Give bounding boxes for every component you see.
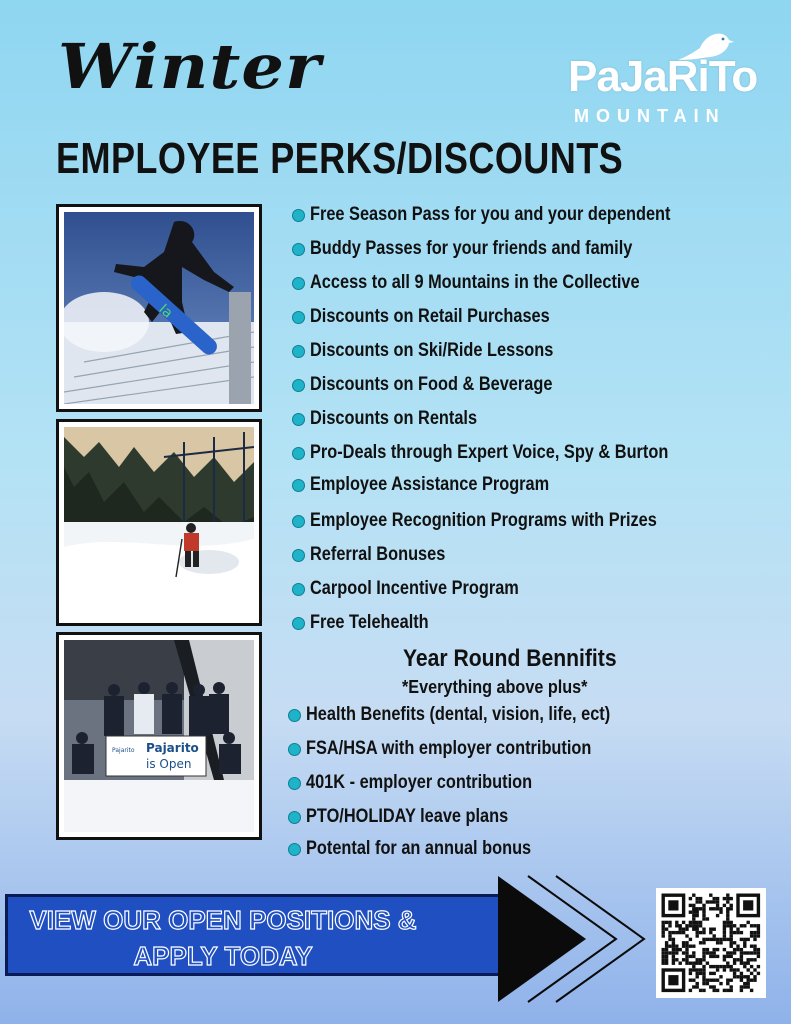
year-round-title: Year Round Bennifits — [403, 645, 617, 672]
list-item: PTO/HOLIDAY leave plans — [288, 806, 541, 828]
bullet-icon — [292, 311, 305, 324]
group-image — [64, 640, 254, 832]
bullet-icon — [292, 479, 305, 492]
arrow-icon — [496, 874, 648, 1004]
logo-subtitle: MOUNTAIN — [574, 106, 726, 126]
svg-text:Pajarito: Pajarito — [146, 741, 199, 755]
bullet-icon — [292, 277, 305, 290]
list-item: FSA/HSA with employer contribution — [288, 738, 638, 760]
bullet-icon — [288, 777, 301, 790]
list-item: Carpool Incentive Program — [292, 578, 553, 600]
pajarito-logo — [566, 30, 766, 130]
list-item: Free Telehealth — [292, 612, 448, 634]
list-item: Access to all 9 Mountains in the Collective — [292, 272, 693, 294]
bullet-icon — [288, 811, 301, 824]
photo-snowboarder — [56, 204, 262, 412]
cta-text-block — [8, 897, 438, 973]
list-item: Discounts on Food & Beverage — [292, 374, 592, 396]
bullet-icon — [288, 743, 301, 756]
bullet-icon — [292, 209, 305, 222]
qr-code-image — [656, 888, 766, 998]
year-round-subtitle: *Everything above plus* — [402, 677, 588, 697]
bullet-icon — [292, 345, 305, 358]
list-item: Employee Assistance Program — [292, 474, 588, 496]
bullet-icon — [292, 413, 305, 426]
bullet-icon — [292, 515, 305, 528]
list-item: Discounts on Retail Purchases — [292, 306, 589, 328]
qr-code[interactable] — [656, 888, 766, 998]
bullet-icon — [288, 843, 301, 856]
cta-line-2: APPLY TODAY — [133, 941, 313, 971]
apply-button[interactable] — [5, 894, 505, 976]
bullet-icon — [292, 243, 305, 256]
list-item: Discounts on Ski/Ride Lessons — [292, 340, 593, 362]
list-item: Discounts on Rentals — [292, 408, 504, 430]
bullet-icon — [292, 549, 305, 562]
list-item: Potental for an annual bonus — [288, 838, 568, 860]
title-winter: Winter — [58, 30, 322, 103]
bullet-icon — [292, 583, 305, 596]
bullet-icon — [292, 447, 305, 460]
page-title: EMPLOYEE PERKS/DISCOUNTS — [56, 134, 624, 183]
photo-skier — [56, 419, 262, 626]
bullet-icon — [288, 709, 301, 722]
svg-text:is Open: is Open — [146, 757, 192, 771]
list-item: Buddy Passes for your friends and family — [292, 238, 685, 260]
bullet-icon — [292, 379, 305, 392]
svg-text:Ia: Ia — [155, 301, 176, 322]
list-item: 401K - employer contribution — [288, 772, 569, 794]
cta-line-1: VIEW OUR OPEN POSITIONS & — [29, 905, 417, 935]
list-item: Health Benefits (dental, vision, life, ect) — [288, 704, 660, 726]
list-item: Employee Recognition Programs with Prizes — [292, 510, 713, 532]
list-item: Referral Bonuses — [292, 544, 467, 566]
list-item: Free Season Pass for you and your dependent — [292, 204, 729, 226]
logo-wordmark: PaJaRiTo — [568, 52, 758, 101]
skier-image — [64, 427, 254, 618]
photo-group-banner — [56, 632, 262, 840]
list-item: Pro-Deals through Expert Voice, Spy & Burton — [292, 442, 727, 464]
snowboarder-image — [64, 212, 254, 404]
svg-text:Pajarito: Pajarito — [112, 747, 135, 754]
bullet-icon — [292, 617, 305, 630]
